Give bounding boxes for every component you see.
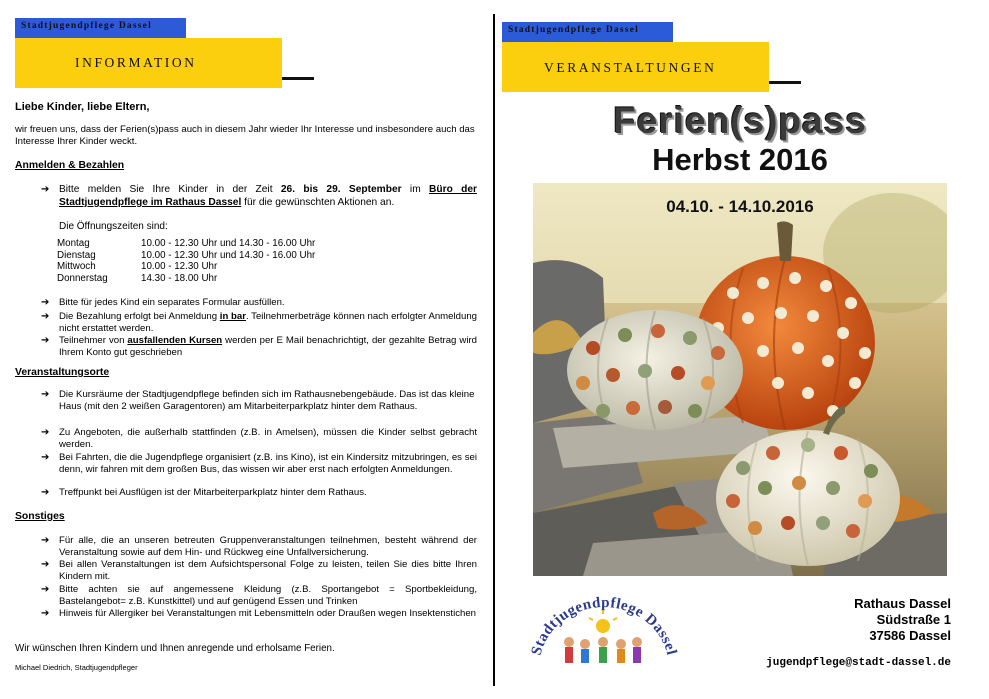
section-title: INFORMATION <box>75 55 197 70</box>
table-row: Donnerstag 14.30 - 18.00 Uhr <box>57 272 218 284</box>
list-item: ➔ Bitte achten sie auf angemessene Kleidung (z.B. Sportangebot = Sportbekleidung, Bastelangebot= z.B. Kunstkittel) und auf genügend Essen und Trinken <box>41 584 477 607</box>
arrow-icon: ➔ <box>41 297 50 308</box>
intro-text: wir freuen uns, dass der Ferien(s)pass auch in diesem Jahr wieder Ihr Interesse und insbesondere auch das Interesse Ihrer Kinder weckt. <box>15 124 475 147</box>
table-row: Montag 10.00 - 12.30 Uhr und 14.30 - 16.00 Uhr <box>57 238 316 249</box>
page-divider <box>493 14 495 686</box>
logo-image <box>527 590 679 680</box>
org-tag: Stadtjugendpflege Dassel <box>15 18 186 38</box>
arrow-icon: ➔ <box>41 584 50 595</box>
arrow-icon: ➔ <box>41 559 50 570</box>
event-dates: 04.10. - 14.10.2016 <box>666 197 814 216</box>
section-band <box>502 42 769 92</box>
hours-table <box>57 238 315 284</box>
list-item: ➔ Bitte für jedes Kind ein separates Formular ausfüllen. <box>41 297 285 308</box>
org-logo <box>527 590 679 680</box>
table-row: Dienstag 10.00 - 12.30 Uhr und 14.30 - 16.00 Uhr <box>57 249 316 261</box>
list-item: ➔ Die Bezahlung erfolgt bei Anmeldung in bar. Teilnehmerbeträge können nach erfolgter Anmeldung nicht erstattet werden. <box>41 311 477 334</box>
arrow-icon: ➔ <box>41 389 50 400</box>
org-tag: Stadtjugendpflege Dassel <box>502 22 673 42</box>
address-line: Rathaus Dassel <box>854 596 951 611</box>
arrow-icon: ➔ <box>41 335 50 346</box>
heading-orte: Veranstaltungsorte <box>15 367 110 378</box>
arrow-icon: ➔ <box>41 535 50 546</box>
list-item: ➔ Zu Angeboten, die außerhalb stattfinden (z.B. in Amelsen), müssen die Kinder selbst gebracht werden. <box>41 427 477 450</box>
arrow-icon: ➔ <box>41 311 50 322</box>
greeting: Liebe Kinder, liebe Eltern, <box>15 101 150 113</box>
heading-anmelden: Anmelden & Bezahlen <box>15 160 125 171</box>
brochure-title: Ferien(s)pass <box>613 100 867 141</box>
table-row: Mittwoch 10.00 - 12.30 Uhr <box>57 261 218 273</box>
brochure-subtitle: Herbst 2016 <box>652 142 828 177</box>
list-item: ➔ Bei Fahrten, die die Jugendpflege organisiert (z.B. ins Kino), ist ein Kindersitz mitzubringen, es sei denn, wir fahren mit dem großen Bus, das wissen wir aber erst nach erfolgten Anmeldungen. <box>41 452 477 475</box>
section-title: VERANSTALTUNGEN <box>544 60 717 75</box>
list-item: ➔ Teilnehmer von ausfallenden Kursen werden per E Mail benachrichtigt, der gezahlte Betrag wird Ihrem Konto gut geschrieben <box>41 335 477 358</box>
closing-text: Wir wünschen Ihren Kindern und Ihnen anregende und erholsame Ferien. <box>15 643 335 654</box>
band-rule <box>282 77 314 80</box>
address-line: Südstraße 1 <box>876 612 951 627</box>
arrow-icon: ➔ <box>41 487 50 498</box>
list-item: ➔ Hinweis für Allergiker bei Veranstaltungen mit Lebensmitteln oder Draußen wegen Insektenstichen <box>41 608 477 619</box>
list-item: ➔ Treffpunkt bei Ausflügen ist der Mitarbeiterparkplatz hinter dem Rathaus. <box>41 487 367 498</box>
section-band <box>15 38 282 88</box>
pumpkin-photo <box>533 183 947 576</box>
arrow-icon: ➔ <box>41 427 50 438</box>
list-item: ➔ Die Kursräume der Stadtjugendpflege befinden sich im Rathausnebengebäude. Das ist das kleine Haus (mit den 2 weißen Garagentoren) am Mitarbeiterparkplatz hinter dem Rathaus. <box>41 389 475 412</box>
hours-intro: Die Öffnungszeiten sind: <box>59 221 168 232</box>
svg-text:Stadtjugendpflege Dassel: Stadtjugendpflege Dassel <box>528 594 679 658</box>
list-item: ➔ Für alle, die an unseren betreuten Gruppenveranstaltungen teilnehmen, besteht während der Veranstaltung sowie auf dem Hin- und Rückweg eine Unfallversicherung. <box>41 535 477 558</box>
arrow-icon: ➔ <box>41 184 50 195</box>
list-item: ➔ Bei allen Veranstaltungen ist dem Aufsichtspersonal Folge zu leisten, teilen Sie dies bitte Ihren Kindern mit. <box>41 559 477 582</box>
arrow-icon: ➔ <box>41 452 50 463</box>
list-item: ➔ Bitte melden Sie Ihre Kinder in der Zeit 26. bis 29. September im Büro der Stadtjugendpflege im Rathaus Dassel für die gewünschten Aktionen an. <box>41 184 477 208</box>
email-link[interactable]: jugendpflege@stadt-dassel.de <box>766 657 951 669</box>
address-line: 37586 Dassel <box>869 628 951 643</box>
band-rule <box>769 81 801 84</box>
heading-sonstiges: Sonstiges <box>15 511 65 522</box>
signature: Michael Diedrich, Stadtjugendpfleger <box>15 663 138 672</box>
pumpkins-image <box>533 183 947 576</box>
arrow-icon: ➔ <box>41 608 50 619</box>
address-block <box>854 596 951 644</box>
